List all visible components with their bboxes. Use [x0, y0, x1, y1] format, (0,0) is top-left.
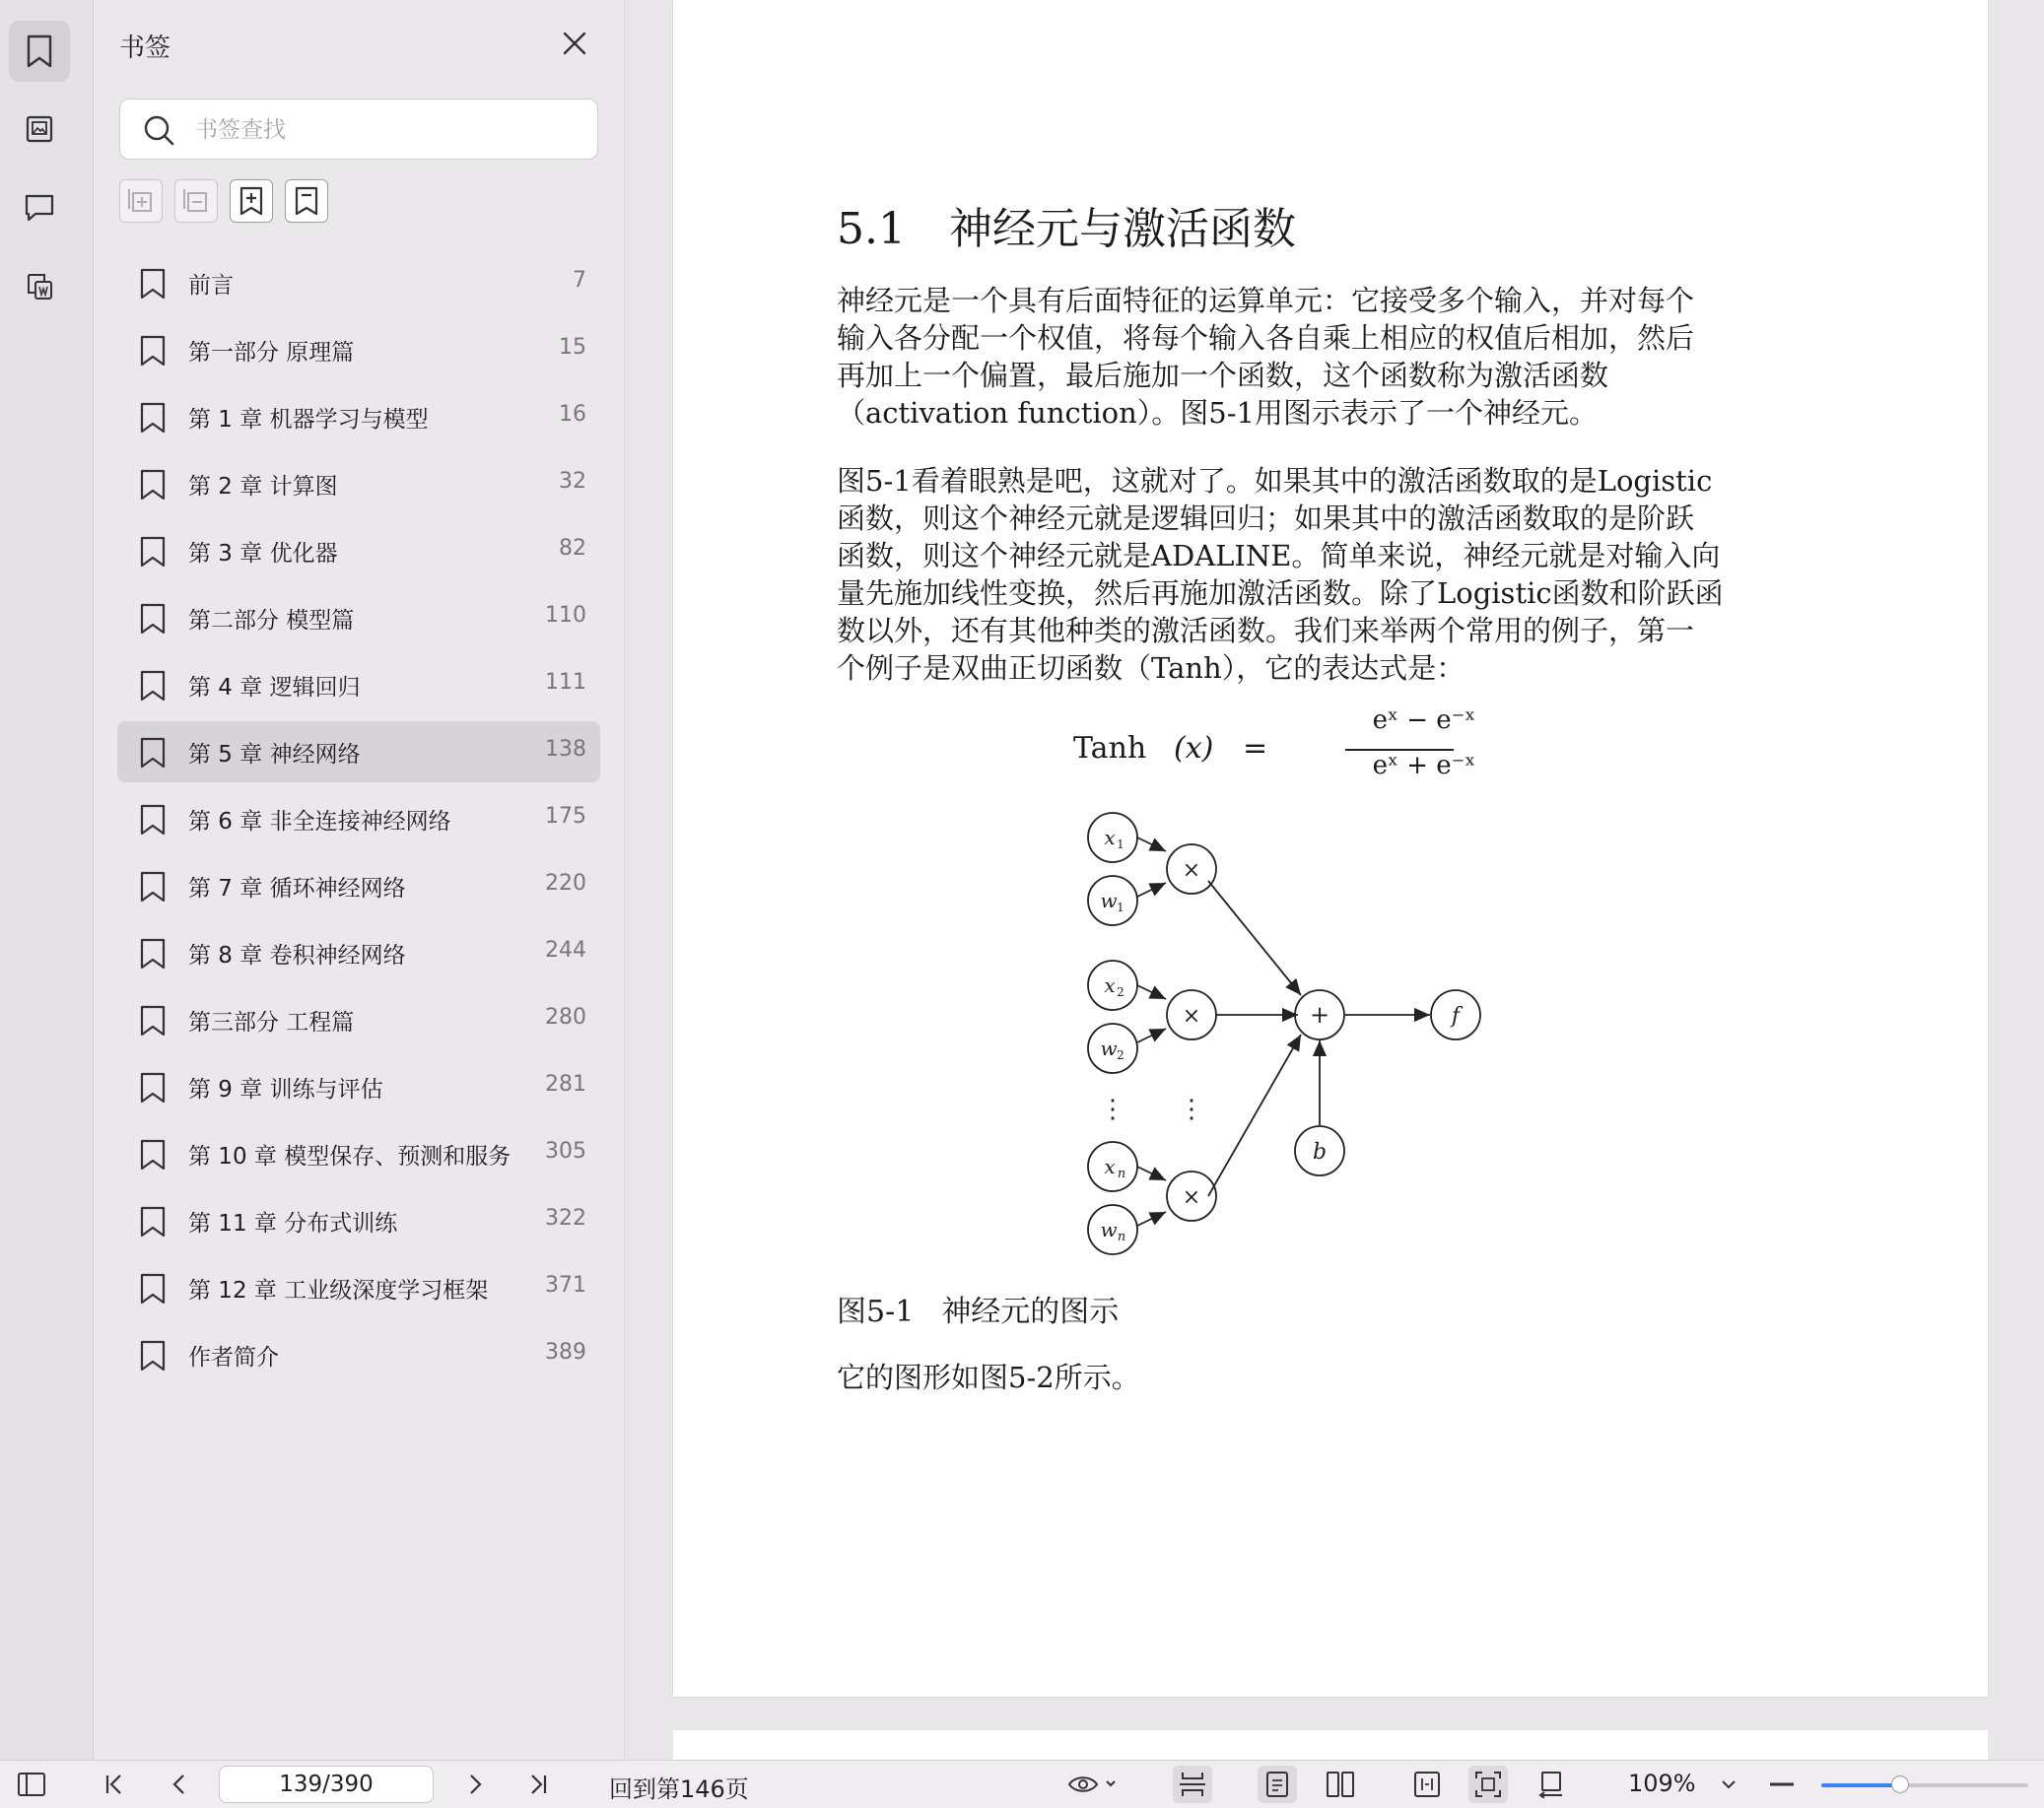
bookmark-icon — [139, 1206, 167, 1241]
bookmark-label: 第 5 章 神经网络 — [188, 742, 361, 768]
prev-page-icon[interactable] — [160, 1766, 199, 1803]
bookmark-label: 作者简介 — [188, 1345, 279, 1371]
bookmark-icon — [139, 1273, 167, 1308]
bookmark-icon — [139, 536, 167, 571]
formula-lhs: Tanh — [1073, 731, 1147, 766]
zoom-out-icon[interactable] — [1762, 1766, 1802, 1803]
page-number-input[interactable]: 139/390 — [219, 1766, 434, 1803]
bookmark-item[interactable] — [117, 453, 600, 514]
sum-node: + — [1309, 1001, 1330, 1029]
bookmark-label: 第 11 章 分布式训练 — [188, 1211, 398, 1237]
zoom-slider[interactable] — [1821, 1783, 2028, 1787]
search-box — [119, 99, 598, 160]
mult-node-n: × — [1182, 1185, 1201, 1210]
bookmark-page-number: 371 — [545, 1273, 586, 1298]
bookmark-page-button[interactable] — [285, 179, 328, 223]
para-line: 数以外，还有其他种类的激活函数。我们来举两个常用的例子，第一 — [837, 614, 1695, 647]
rotate-page-icon[interactable] — [1532, 1766, 1571, 1803]
bookmark-list — [117, 252, 600, 1391]
bookmark-item[interactable] — [117, 654, 600, 715]
bookmark-icon — [139, 1139, 167, 1174]
node-w1-sub: 1 — [1117, 901, 1124, 914]
two-page-icon[interactable] — [1321, 1766, 1360, 1803]
paragraph-1 — [837, 282, 1822, 432]
text-extract-icon[interactable] — [9, 256, 70, 317]
following-text: 它的图形如图5-2所示。 — [837, 1361, 1140, 1394]
bookmark-item[interactable] — [117, 788, 600, 849]
neuron-diagram — [1077, 806, 1609, 1269]
bookmark-icon — [139, 603, 167, 638]
panel-title: 书签 — [119, 33, 171, 63]
node-wn-sub: n — [1117, 1230, 1126, 1244]
close-icon[interactable] — [557, 26, 592, 61]
bookmark-label: 第 7 章 循环神经网络 — [188, 876, 406, 902]
bookmark-item[interactable] — [117, 855, 600, 916]
zoom-slider-thumb[interactable] — [1891, 1775, 1909, 1793]
expand-all-button[interactable] — [119, 179, 163, 223]
mult-node-1: × — [1182, 858, 1201, 883]
bookmark-panel — [94, 0, 625, 1760]
bookmark-label: 第二部分 模型篇 — [188, 608, 355, 634]
mult-node-2: × — [1182, 1004, 1201, 1029]
fit-width-icon[interactable] — [1407, 1766, 1447, 1803]
bookmark-page-number: 305 — [545, 1139, 586, 1164]
bookmark-item[interactable] — [117, 520, 600, 581]
bookmark-page-number: 175 — [545, 804, 586, 829]
section-heading — [837, 193, 1296, 256]
ellipsis-mults: ⋮ — [1179, 1095, 1204, 1124]
bookmark-label: 第 2 章 计算图 — [188, 474, 338, 500]
node-x2: x — [1104, 973, 1116, 997]
bookmark-icon — [139, 670, 167, 705]
para-line: 神经元是一个具有后面特征的运算单元：它接受多个输入，并对每个 — [837, 284, 1695, 317]
toggle-sidebar-icon[interactable] — [12, 1766, 51, 1803]
bookmark-page-number: 138 — [545, 737, 586, 762]
zoom-slider-fill — [1821, 1783, 1900, 1787]
formula-denominator: eˣ + e⁻ˣ — [1372, 751, 1476, 780]
bookmark-label: 第三部分 工程篇 — [188, 1010, 355, 1036]
bookmark-icon — [139, 335, 167, 370]
bookmark-item[interactable] — [117, 1324, 600, 1385]
bookmark-page-number: 111 — [545, 670, 586, 695]
bookmark-icon — [139, 469, 167, 504]
thumbnail-panel-icon[interactable] — [9, 99, 70, 160]
node-x2-sub: 2 — [1117, 985, 1124, 999]
bookmark-label: 第 10 章 模型保存、预测和服务 — [188, 1144, 511, 1170]
bookmark-label: 第 4 章 逻辑回归 — [188, 675, 361, 701]
zoom-level[interactable]: 109% — [1628, 1770, 1696, 1797]
para-line: 输入各分配一个权值，将每个输入各自乘上相应的权值后相加，然后 — [837, 321, 1695, 355]
bookmark-page-number: 16 — [559, 402, 586, 427]
bias-node: b — [1312, 1140, 1328, 1165]
section-number: 5.1 — [837, 204, 906, 254]
bookmark-page-number: 281 — [545, 1072, 586, 1097]
ellipsis-inputs: ⋮ — [1100, 1095, 1125, 1124]
para-line: 图5-1看着眼熟是吧，这就对了。如果其中的激活函数取的是Logistic — [837, 464, 1713, 498]
document-view[interactable] — [625, 0, 2044, 1760]
bookmark-icon — [139, 871, 167, 906]
bookmark-item[interactable] — [117, 1257, 600, 1318]
bookmark-item[interactable] — [117, 386, 600, 447]
single-page-icon[interactable] — [1258, 1766, 1297, 1803]
caption-number: 图5-1 — [837, 1295, 915, 1329]
node-xn: x — [1104, 1155, 1116, 1178]
para-line: 量先施加线性变换，然后再施加激活函数。除了Logistic函数和阶跃函 — [837, 576, 1724, 610]
bookmark-search-input[interactable] — [193, 109, 581, 151]
left-icon-rail — [0, 0, 94, 1760]
formula-arg: (x) — [1174, 731, 1214, 766]
first-page-icon[interactable] — [95, 1766, 134, 1803]
bookmark-page-number: 82 — [559, 536, 586, 561]
comment-panel-icon[interactable] — [9, 177, 70, 238]
caption-text: 神经元的图示 — [941, 1295, 1120, 1329]
continuous-scroll-icon[interactable] — [1173, 1766, 1212, 1803]
next-page-icon[interactable] — [455, 1766, 495, 1803]
bookmark-item[interactable] — [117, 922, 600, 983]
bookmark-label: 第 3 章 优化器 — [188, 541, 338, 567]
bookmark-item[interactable] — [117, 252, 600, 313]
bookmark-label: 第 9 章 训练与评估 — [188, 1077, 383, 1103]
bookmark-icon — [139, 938, 167, 973]
status-bar — [0, 1760, 2044, 1808]
bookmark-page-number: 15 — [559, 335, 586, 360]
bookmark-page-number: 110 — [545, 603, 586, 628]
figure-caption — [837, 1287, 1119, 1330]
bookmark-page-number: 7 — [573, 268, 586, 293]
bookmark-page-number: 322 — [545, 1206, 586, 1231]
para-line: （activation function）。图5-1用图示表示了一个神经元。 — [837, 396, 1599, 430]
last-page-icon[interactable] — [518, 1766, 558, 1803]
bookmark-label: 第一部分 原理篇 — [188, 340, 355, 366]
bookmark-label: 前言 — [188, 273, 234, 299]
node-w2: w — [1100, 1037, 1118, 1060]
bookmark-page-number: 389 — [545, 1340, 586, 1365]
bookmark-page-number: 32 — [559, 469, 586, 494]
bookmark-item[interactable] — [117, 319, 600, 380]
document-page — [673, 0, 1988, 1697]
bookmark-label: 第 6 章 非全连接神经网络 — [188, 809, 451, 835]
bookmark-icon — [139, 1005, 167, 1040]
para-line: 个例子是双曲正切函数（Tanh），它的表达式是： — [837, 651, 1465, 685]
node-wn: w — [1100, 1218, 1118, 1241]
bookmark-label: 第 12 章 工业级深度学习框架 — [188, 1278, 489, 1304]
para-line: 函数，则这个神经元就是逻辑回归；如果其中的激活函数取的是阶跃 — [837, 502, 1695, 535]
bookmark-item[interactable] — [117, 721, 600, 782]
bookmark-page-number: 280 — [545, 1005, 586, 1030]
node-xn-sub: n — [1117, 1167, 1126, 1181]
activation-node: f — [1451, 1004, 1461, 1029]
bookmark-label: 第 8 章 卷积神经网络 — [188, 943, 406, 969]
bookmark-panel-icon[interactable] — [9, 21, 70, 82]
search-icon — [142, 113, 175, 151]
bookmark-label: 第 1 章 机器学习与模型 — [188, 407, 429, 433]
formula-numerator: eˣ − e⁻ˣ — [1372, 705, 1476, 735]
para-line: 函数，则这个神经元就是ADALINE。简单来说，神经元就是对输入向 — [837, 539, 1721, 572]
node-x1: x — [1104, 826, 1116, 849]
para-line: 再加上一个偏置，最后施加一个函数，这个函数称为激活函数 — [837, 359, 1609, 392]
bookmark-item[interactable] — [117, 587, 600, 648]
node-w2-sub: 2 — [1117, 1048, 1124, 1062]
bookmark-icon — [139, 737, 167, 772]
bookmark-item[interactable] — [117, 1190, 600, 1251]
fit-page-icon[interactable] — [1468, 1766, 1508, 1803]
bookmark-page-number: 220 — [545, 871, 586, 896]
paragraph-2 — [837, 462, 1822, 687]
bookmark-icon — [139, 268, 167, 303]
bookmark-icon — [139, 804, 167, 839]
bookmark-item[interactable] — [117, 1123, 600, 1184]
bookmark-item[interactable] — [117, 989, 600, 1050]
bookmark-icon — [139, 1072, 167, 1107]
section-title: 神经元与激活函数 — [948, 204, 1296, 254]
chevron-down-icon[interactable] — [1709, 1766, 1748, 1803]
add-bookmark-button[interactable] — [230, 179, 273, 223]
tanh-formula — [1073, 705, 1586, 790]
bookmark-page-number: 244 — [545, 938, 586, 963]
view-mode-eye-icon[interactable] — [1062, 1766, 1124, 1803]
bookmark-icon — [139, 402, 167, 437]
return-to-page-link[interactable]: 回到第146页 — [609, 1775, 749, 1803]
node-x1-sub: 1 — [1117, 837, 1124, 851]
formula-equals: = — [1243, 731, 1268, 766]
bookmark-icon — [139, 1340, 167, 1375]
bookmark-item[interactable] — [117, 1056, 600, 1117]
collapse-all-button[interactable] — [174, 179, 218, 223]
node-w1: w — [1100, 889, 1118, 912]
